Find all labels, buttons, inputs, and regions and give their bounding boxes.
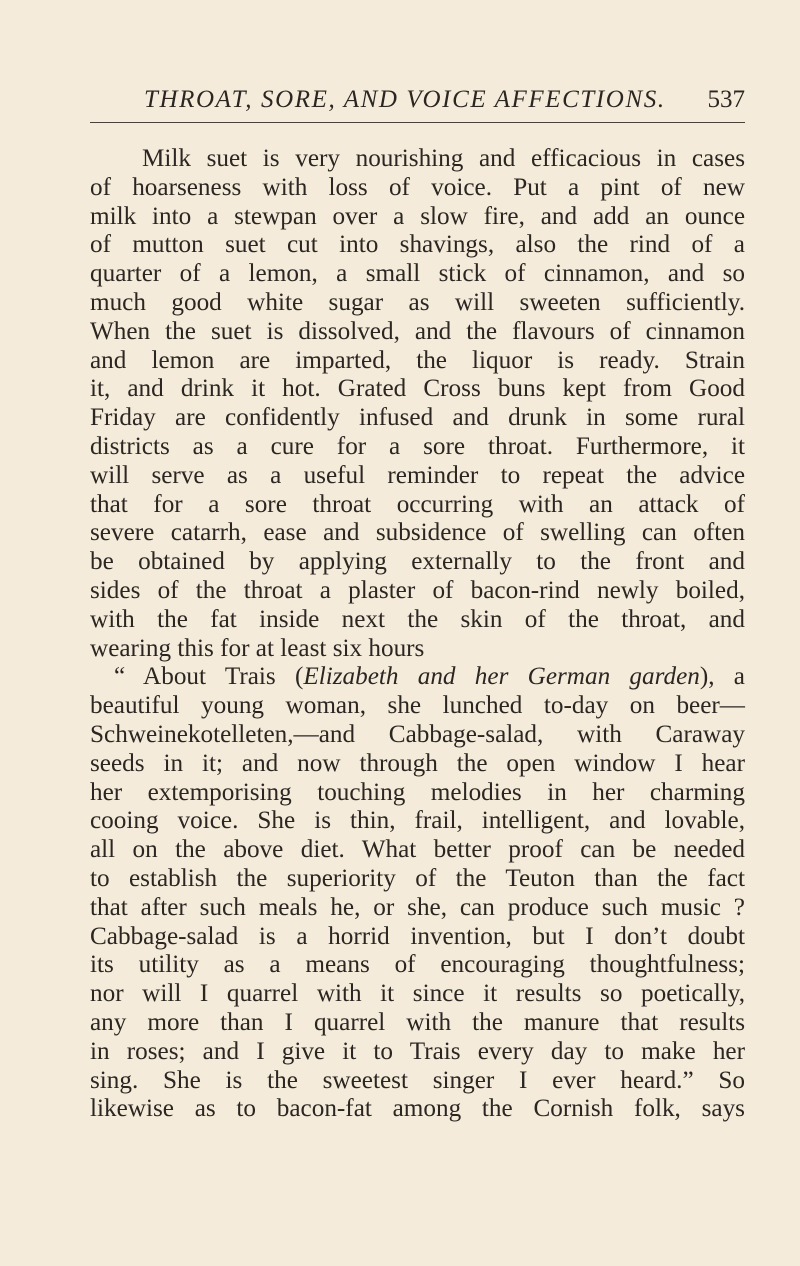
text-line: in roses; and I give it to Trais every day to make her <box>90 1037 745 1065</box>
text-line: of hoarseness with loss of voice. Put a pint of new <box>90 173 745 201</box>
text-line: severe catarrh, ease and subsidence of swelling can often <box>90 519 745 547</box>
text-line: beautiful young woman, she lunched to-day on beer— <box>90 692 745 720</box>
text-line: seeds in it; and now through the open window I hear <box>90 749 745 777</box>
text-line: likewise as to bacon-fat among the Cornish folk, says <box>90 1095 745 1123</box>
quote-text-before: “ About Trais ( <box>114 663 304 691</box>
text-line: districts as a cure for a sore throat. Furthermore, it <box>90 432 745 460</box>
text-line: sides of the throat a plaster of bacon-rind newly boiled, <box>90 576 745 604</box>
text-line: of mutton suet cut into shavings, also the rind of a <box>90 231 745 259</box>
text-line: nor will I quarrel with it since it results so poetically, <box>90 980 745 1008</box>
text-line: all on the above diet. What better proof can be needed <box>90 836 745 864</box>
running-title: THROAT, SORE, AND VOICE AFFECTIONS. <box>144 86 666 113</box>
text-line: Friday are confidently infused and drunk in some rural <box>90 404 745 432</box>
text-line: much good white sugar as will sweeten sufficiently. <box>90 288 745 316</box>
text-line: any more than I quarrel with the manure that results <box>90 1008 745 1036</box>
text-line: quarter of a lemon, a small stick of cinnamon, and so <box>90 260 745 288</box>
quote-opening-line <box>90 663 745 692</box>
text-line: her extemporising touching melodies in her charming <box>90 778 745 806</box>
running-head <box>90 82 745 123</box>
body-text <box>90 145 745 1124</box>
text-line: and lemon are imparted, the liquor is ready. Strain <box>90 346 745 374</box>
text-line: will serve as a useful reminder to repeat the advice <box>90 461 745 489</box>
text-line: it, and drink it hot. Grated Cross buns kept from Good <box>90 375 745 403</box>
text-line: sing. She is the sweetest singer I ever heard.” So <box>90 1066 745 1094</box>
text-line: to establish the superiority of the Teuton than the fact <box>90 864 745 892</box>
text-line: cooing voice. She is thin, frail, intelligent, and lovable, <box>90 807 745 835</box>
page-number: 537 <box>707 86 745 113</box>
text-line: Milk suet is very nourishing and efficacious in cases <box>142 145 745 172</box>
text-line: its utility as a means of encouraging thoughtfulness; <box>90 951 745 979</box>
text-line: that after such meals he, or she, can produce such music ? <box>90 893 745 921</box>
text-line: milk into a stewpan over a slow fire, and add an ounce <box>90 202 745 230</box>
text-line: Schweinekotelleten,—and Cabbage-salad, with Caraway <box>90 720 745 748</box>
text-line: that for a sore throat occurring with an attack of <box>90 490 745 518</box>
text-line: When the suet is dissolved, and the flavours of cinnamon <box>90 317 745 345</box>
text-line: be obtained by applying externally to the front and <box>90 548 745 576</box>
text-line: wearing this for at least six hours <box>90 634 425 662</box>
book-title-italic: Elizabeth and her German garden <box>303 663 700 691</box>
quote-text-after: ), a <box>699 663 745 691</box>
text-line: Cabbage-salad is a horrid invention, but I don’t doubt <box>90 922 745 950</box>
text-line: with the fat inside next the skin of the throat, and <box>90 605 745 633</box>
